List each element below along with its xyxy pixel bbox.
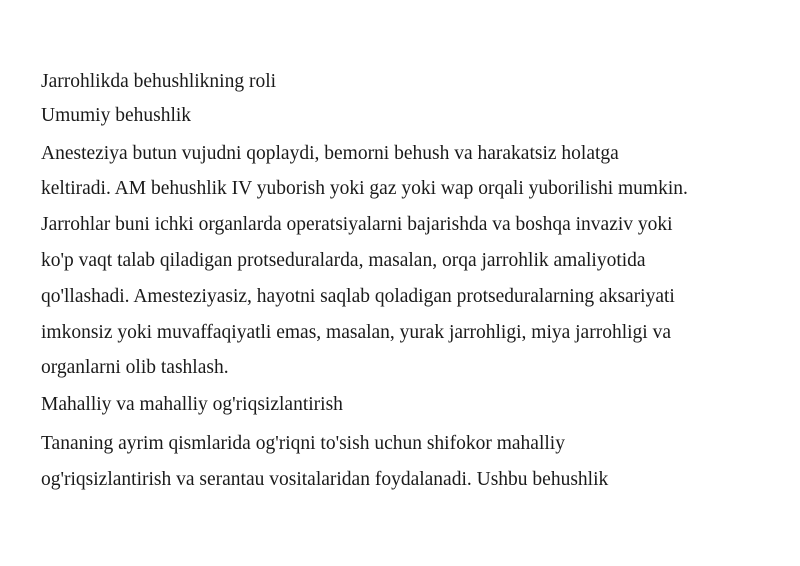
section-heading-local-anesthesia: Mahalliy va mahalliy og'riqsizlantirish [41, 394, 343, 415]
paragraph-line: qo'llashadi. Amesteziyasiz, hayotni saqlab qoladigan protseduralarning aksariyati [41, 286, 675, 307]
paragraph-line: Tananing ayrim qismlarida og'riqni to'sish uchun shifokor mahalliy [41, 433, 565, 454]
paragraph-line: og'riqsizlantirish va serantau vositalaridan foydalanadi. Ushbu behushlik [41, 469, 609, 490]
paragraph-line: Anesteziya butun vujudni qoplaydi, bemorni behush va harakatsiz holatga [41, 143, 619, 164]
paragraph-line: imkonsiz yoki muvaffaqiyatli emas, masalan, yurak jarrohligi, miya jarrohligi va [41, 322, 671, 343]
section-heading-general-anesthesia: Umumiy behushlik [41, 105, 192, 126]
document-title: Jarrohlikda behushlikning roli [41, 71, 277, 92]
paragraph-line: ko'p vaqt talab qiladigan protseduralarda, masalan, orqa jarrohlik amaliyotida [41, 250, 646, 271]
paragraph-line: organlarni olib tashlash. [41, 357, 229, 378]
paragraph-line: keltiradi. AM behushlik IV yuborish yoki gaz yoki wap orqali yuborilishi mumkin. [41, 178, 688, 199]
paragraph-line: Jarrohlar buni ichki organlarda operatsiyalarni bajarishda va boshqa invaziv yoki [41, 214, 673, 235]
